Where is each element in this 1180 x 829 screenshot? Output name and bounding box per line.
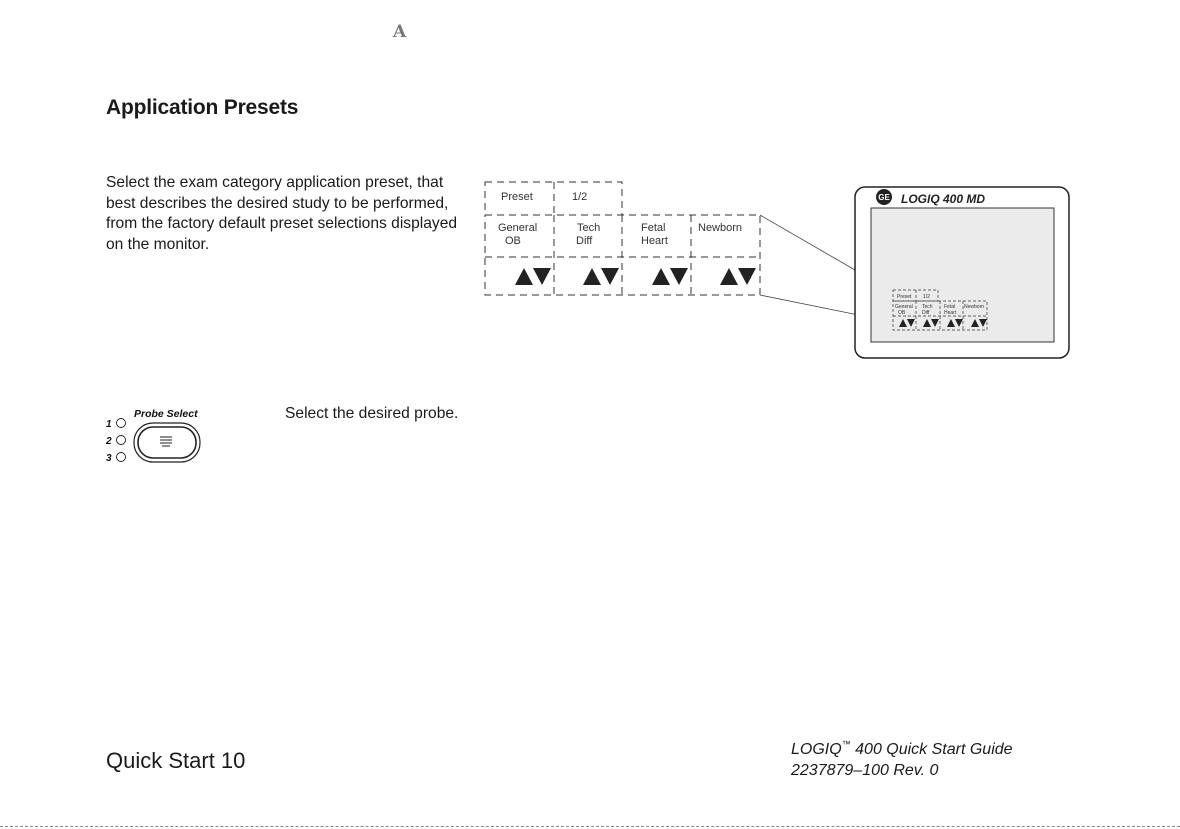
mini-key-general-line1: General	[895, 304, 913, 310]
monitor-illustration	[855, 187, 1069, 358]
probe-select-label: Probe Select	[134, 408, 198, 420]
preset-key-fetal-line2: Heart	[641, 235, 668, 247]
preset-arrow-keys	[515, 268, 756, 285]
mini-key-newborn-line1: Newborn	[964, 304, 985, 310]
mini-preset-page-indicator: 1/2	[923, 294, 930, 300]
up-down-arrows-icon[interactable]	[652, 268, 688, 285]
up-down-arrows-icon[interactable]	[515, 268, 551, 285]
footer-trademark: ™	[841, 739, 851, 749]
footer-brand: LOGIQ	[791, 741, 842, 758]
preset-key-tech-line2: Diff	[576, 235, 593, 247]
mini-key-general-line2: OB	[898, 310, 906, 316]
probe-port-2-indicator	[117, 436, 126, 445]
preset-key-tech-line1: Tech	[577, 222, 601, 234]
probe-select-button[interactable]	[134, 423, 200, 462]
footer-guide-title-line	[791, 734, 1013, 760]
mini-preset-header-label: Preset	[897, 294, 912, 300]
footer-section-label: Quick Start 10	[106, 748, 246, 773]
probe-port-1-indicator	[117, 419, 126, 428]
intro-paragraph: Select the exam category application preset, that best describes the desired study to be performed, from the factory default preset selections displayed on the monitor.	[106, 174, 458, 253]
mini-key-tech-line2: Diff	[922, 310, 930, 316]
bottom-rule	[0, 826, 1180, 827]
up-down-arrows-icon[interactable]	[720, 268, 756, 285]
probe-port-3-label: 3	[106, 453, 112, 464]
ge-logo-text: GE	[878, 193, 890, 202]
probe-port-2-label: 2	[106, 436, 112, 447]
preset-key-general-line2: OB	[505, 235, 521, 247]
preset-key-general-line1: General	[498, 222, 538, 234]
probe-port-1-label: 1	[106, 419, 112, 430]
page-title: Application Presets	[106, 96, 299, 119]
preset-page-indicator: 1/2	[572, 191, 588, 203]
probe-port-3-indicator	[117, 453, 126, 462]
preset-key-fetal-line1: Fetal	[641, 222, 666, 234]
page-corner-marker: A	[393, 22, 407, 42]
preset-key-newborn-line1: Newborn	[698, 222, 743, 234]
probe-instruction: Select the desired probe.	[285, 405, 459, 422]
probe-select-control	[105, 408, 200, 464]
footer-guide-info	[791, 734, 1013, 781]
footer-doc-number: 2237879–100 Rev. 0	[791, 762, 939, 779]
footer-guide-title: 400 Quick Start Guide	[855, 741, 1013, 758]
mini-key-tech-line1: Tech	[922, 304, 933, 310]
preset-header-label: Preset	[501, 191, 533, 203]
up-down-arrows-icon[interactable]	[583, 268, 619, 285]
mini-key-fetal-line2: Heart	[944, 310, 957, 316]
monitor-model-label: LOGIQ 400 MD	[901, 192, 986, 206]
mini-key-fetal-line1: Fetal	[944, 304, 956, 310]
